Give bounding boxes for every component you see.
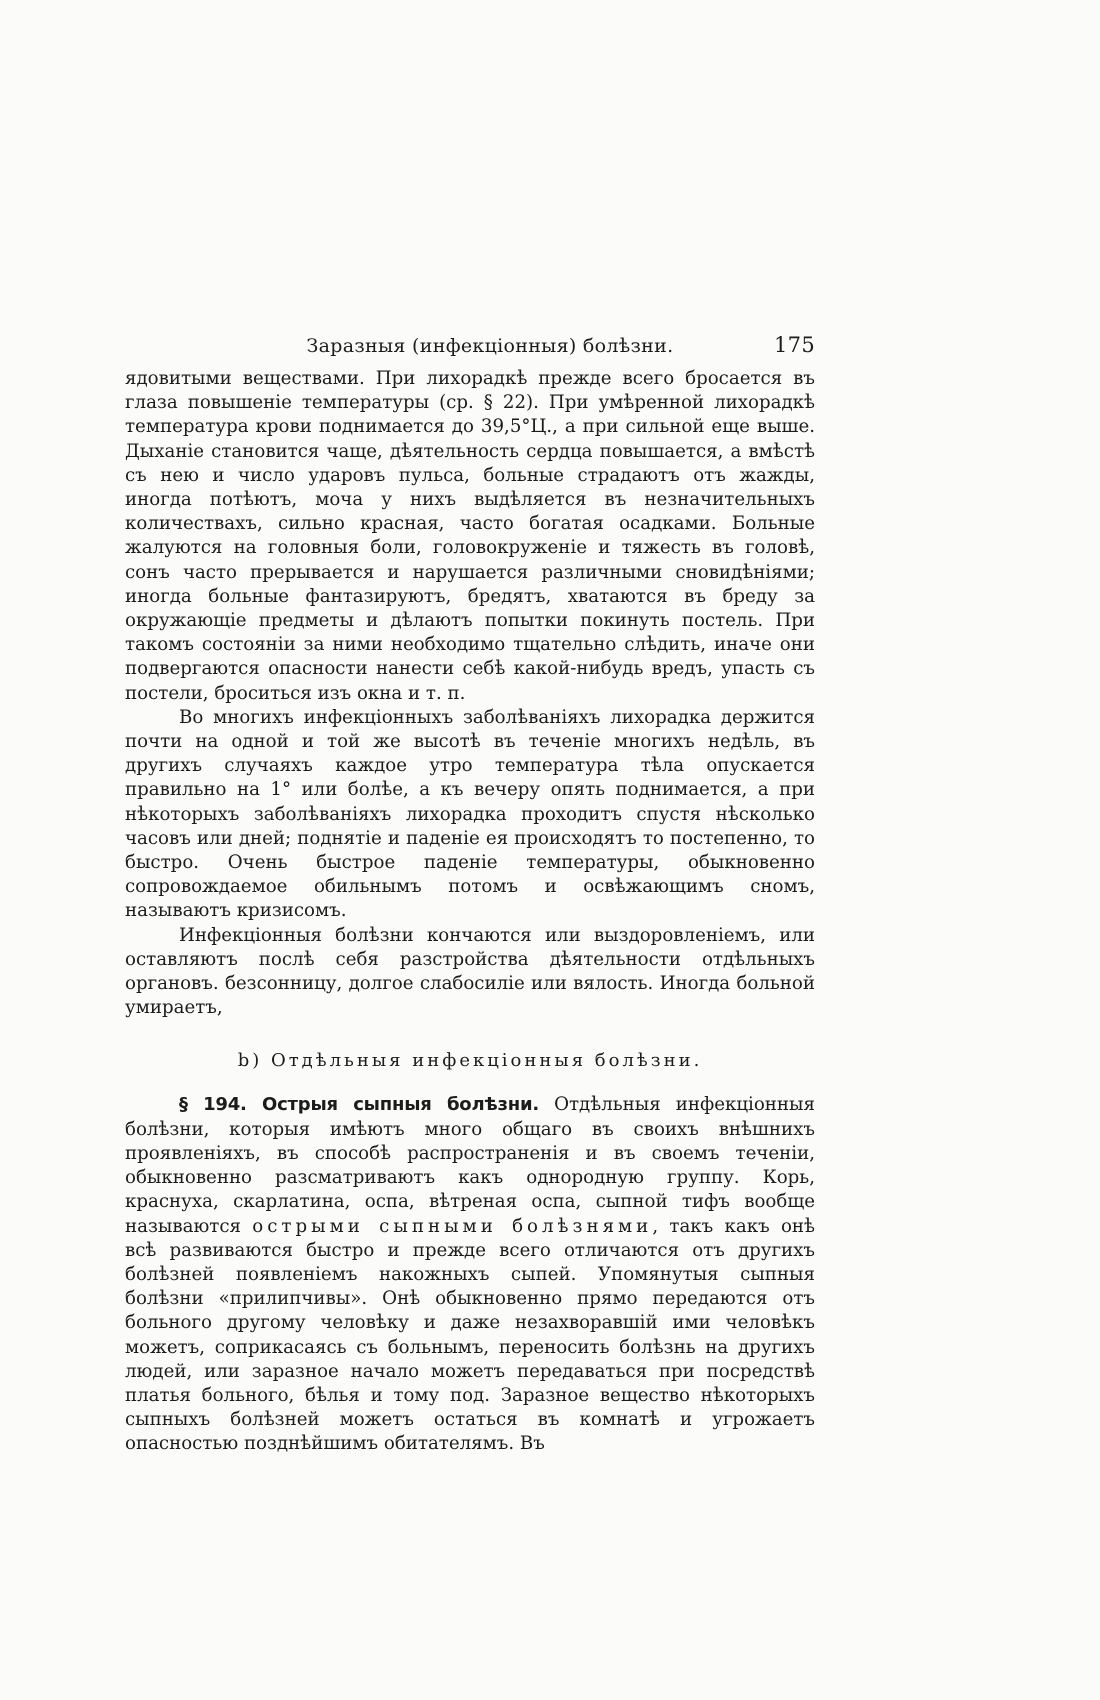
body-text: [125, 367, 815, 1457]
book-page: [125, 335, 815, 1457]
paragraph-continuation: ядовитыми веществами. При лихорадкѣ прежде всего бросается въ глаза повышеніе температуры (ср. § 22). При умѣренной лихорадкѣ температура крови поднимается до 39,5°Ц., а при сильной еще выше. Дыханіе становится чаще, дѣятельность сердца повышается, а вмѣстѣ съ нею и число ударовъ пульса, больные страдаютъ отъ жажды, иногда потѣютъ, моча у нихъ выдѣляется въ незначительныхъ количествахъ, сильно красная, часто богатая осадками. Больные жалуются на головныя боли, головокруженіе и тяжесть въ головѣ, сонъ часто прерывается и нарушается различными сновидѣніями; иногда больные фантазируютъ, бредятъ, хватаются въ бреду за окружающіе предметы и дѣлаютъ попытки покинуть постель. При такомъ состояніи за ними необходимо тщательно слѣдить, иначе они подвергаются опасности нанести себѣ какой-нибудь вредъ, упасть съ постели, броситься изъ окна и т. п.: [125, 368, 815, 704]
paragraph-section-194: [125, 1093, 815, 1456]
running-head: [125, 335, 815, 367]
page-number: 175: [774, 333, 815, 357]
chapter-title: Заразныя (инфекціонныя) болѣзни.: [306, 335, 674, 357]
section-lead: § 194. Острыя сыпныя болѣзни.: [179, 1094, 540, 1116]
paragraph-fever-course: Во многихъ инфекціонныхъ заболѣваніяхъ лихорадка держится почти на одной и той же высотѣ въ теченіе многихъ недѣль, въ другихъ случаяхъ каждое утро температура тѣла опускается правильно на 1° или болѣе, а къ вечеру опять поднимается, а при нѣкоторыхъ заболѣваніяхъ лихорадка проходитъ спустя нѣсколько часовъ или дней; поднятіе и паденіе ея происходятъ то постепенно, то быстро. Очень быстрое паденіе температуры, обыкновенно сопровождаемое обильнымъ потомъ и освѣжающимъ сномъ, называютъ кризисомъ.: [125, 706, 815, 922]
section-heading: b) Отдѣльныя инфекціонныя болѣзни.: [237, 1050, 703, 1072]
section-text-part-2: , такъ какъ онѣ всѣ развиваются быстро и прежде всего отличаются отъ другихъ болѣзней появленіемъ накожныхъ сыпей. Упомянутыя сыпныя болѣзни «прилипчивы». Онѣ обыкновенно прямо передаются отъ больного другому человѣку и даже незахворавшій ими человѣкъ можетъ, соприкасаясь съ больнымъ, переносить болѣзнь на другихъ людей, или заразное начало можетъ передаваться при посредствѣ платья больного, бѣлья и тому под. Заразное вещество нѣкоторыхъ сыпныхъ болѣзней можетъ остаться въ комнатѣ и угрожаетъ опасностью позднѣйшимъ обитателямъ. Въ: [125, 1215, 815, 1455]
section-text-part-1: Отдѣльныя инфекціонныя болѣзни, которыя имѣютъ много общаго въ своихъ внѣшнихъ проявленіяхъ, въ способѣ распространенія и въ своемъ теченіи, обыкновенно разсматриваютъ какъ однородную группу. Корь, краснуха, скарлатина, оспа, вѣтреная оспа, сыпной тифъ вообще называются: [125, 1094, 815, 1237]
spaced-term: острыми сыпными болѣзнями: [252, 1215, 653, 1237]
paragraph-outcomes: Инфекціонныя болѣзни кончаются или выздоровленіемъ, или оставляютъ послѣ себя разстройства дѣятельности отдѣльныхъ органовъ. безсонницу, долгое слабосиліе или вялость. Иногда больной умираетъ,: [125, 924, 815, 1019]
